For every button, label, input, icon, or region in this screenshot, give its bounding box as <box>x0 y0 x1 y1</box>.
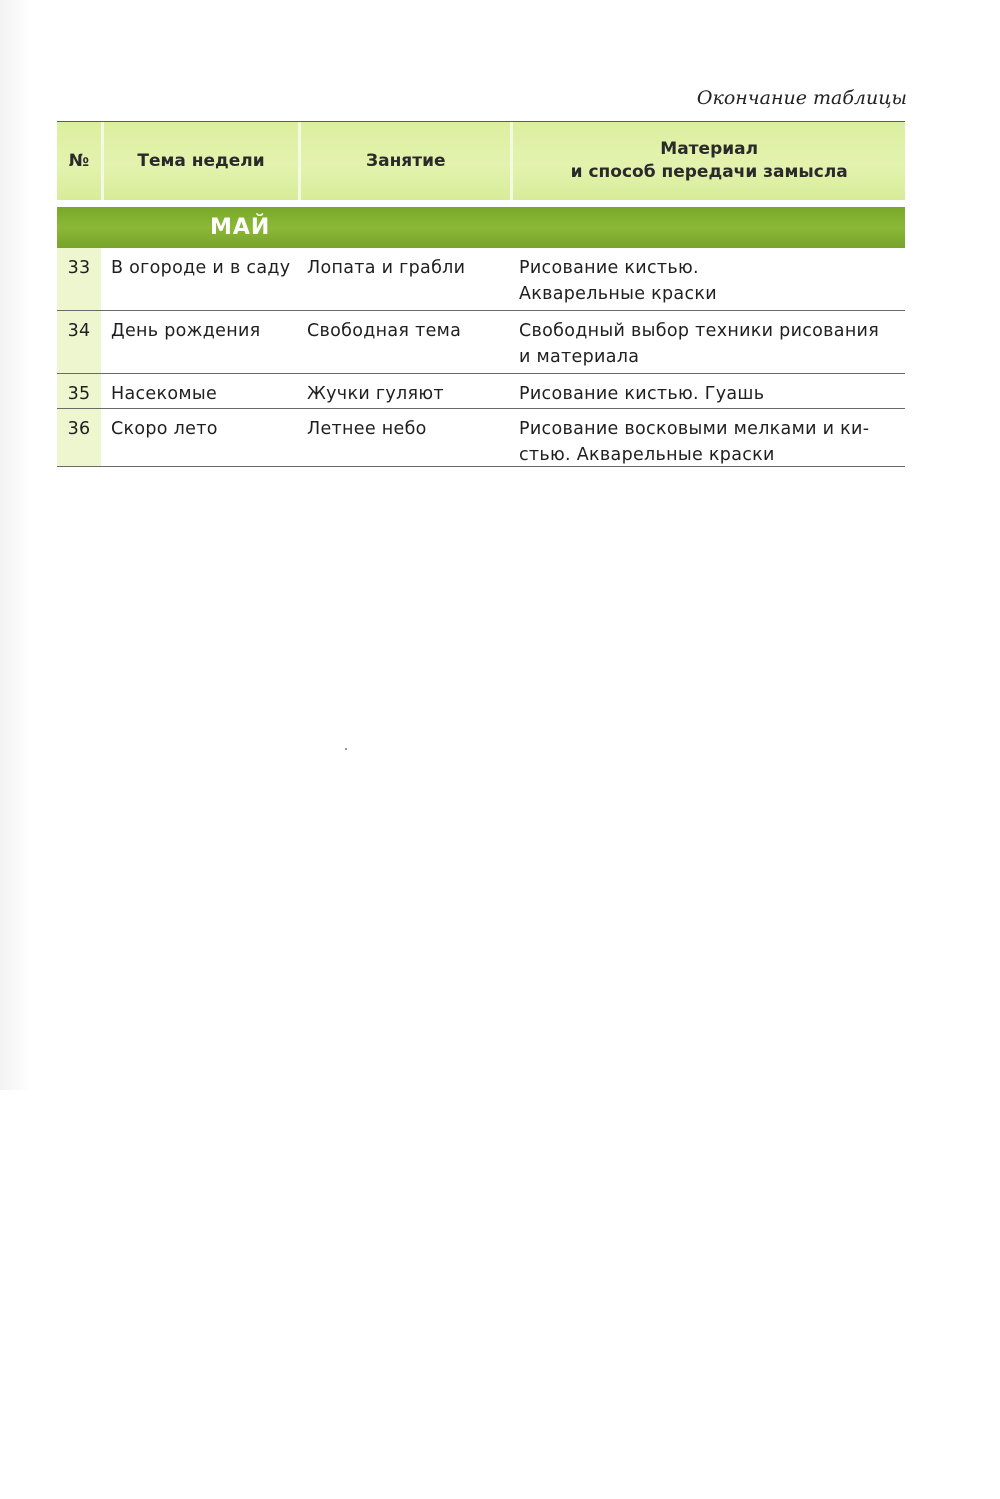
row-week-theme: Насекомые <box>111 384 218 404</box>
scan-speck <box>345 748 347 750</box>
table-row <box>57 409 905 467</box>
table-continuation-label: Окончание таблицы <box>696 87 907 109</box>
row-activity: Свободная тема <box>307 321 462 341</box>
row-number: 34 <box>57 311 101 373</box>
header-week-theme: Тема недели <box>101 122 298 200</box>
row-material: Рисование восковыми мелками и ки- стью. Акварельные краски <box>519 419 870 465</box>
schedule-table <box>57 121 905 467</box>
month-label: МАЙ <box>210 215 271 240</box>
row-week-theme: День рождения <box>111 321 261 341</box>
row-week-theme: Скоро лето <box>111 419 218 439</box>
row-material: Рисование кистью. Акварельные краски <box>519 258 717 304</box>
month-band <box>57 207 905 248</box>
row-activity: Летнее небо <box>307 419 427 439</box>
row-number: 36 <box>57 409 101 466</box>
table-row <box>57 248 905 311</box>
row-material: Свободный выбор техники рисования и материала <box>519 321 880 367</box>
row-number: 35 <box>57 374 101 408</box>
header-activity: Занятие <box>298 122 510 200</box>
table-row <box>57 311 905 374</box>
table-header <box>57 121 905 200</box>
page-scan-edge <box>0 0 30 1090</box>
table-row <box>57 374 905 409</box>
row-number: 33 <box>57 248 101 310</box>
row-activity: Жучки гуляют <box>307 384 444 404</box>
header-material: Материал и способ передачи замысла <box>510 122 905 200</box>
row-week-theme: В огороде и в саду <box>111 258 291 278</box>
header-number: № <box>57 122 101 200</box>
row-activity: Лопата и грабли <box>307 258 466 278</box>
row-material: Рисование кистью. Гуашь <box>519 384 765 404</box>
